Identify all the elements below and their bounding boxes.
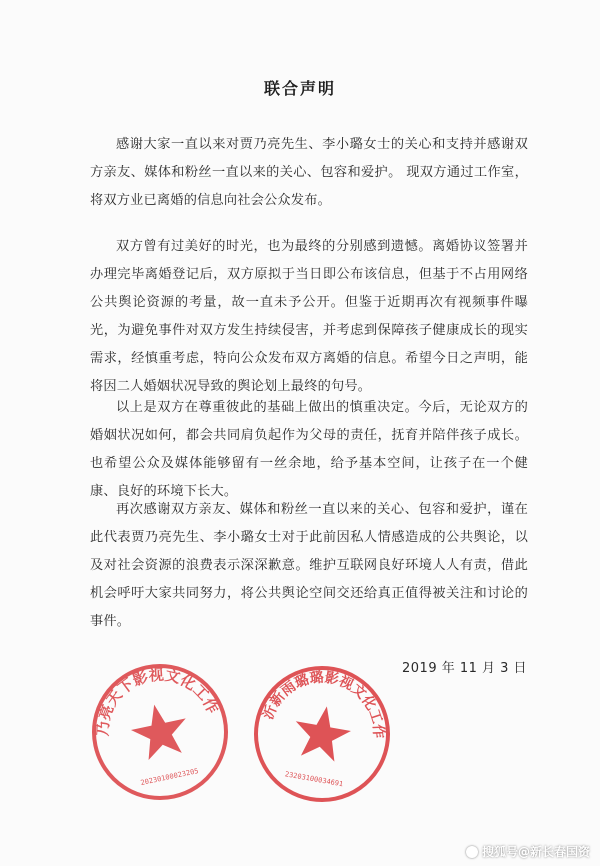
paragraph-4: 再次感谢双方亲友、媒体和粉丝一直以来的关心、包容和爱护，谨在此代表贾乃亮先生、李小璐女士对于此前因私人情感造成的公共舆论，以及对社会资源的浪费表示深深歉意。维护互联网良好环境人人有责，借此机会呼吁大家共同努力，将公共舆论空间交还给真正值得被关注和讨论的事件。 [90, 502, 528, 629]
left-seal-text: 贾乃亮天下影视文化工作室 [93, 665, 223, 737]
sohu-logo-icon [466, 846, 478, 858]
right-seal-number: 23203100034691 [284, 770, 344, 789]
star-icon [290, 702, 354, 764]
paragraph-1: 感谢大家一直以来对贾乃亮先生、李小璐女士的关心和支持并感谢双方亲友、媒体和粉丝一直以来的关心、包容和爱护。 现双方通过工作室，将双方业已离婚的信息向社会公众发布。 [90, 137, 528, 208]
sohu-watermark [466, 843, 590, 860]
left-seal-number: 20230100023205 [139, 766, 200, 788]
page-title: 联合声明 [263, 79, 336, 98]
statement-date: 2019 年 11 月 3 日 [402, 661, 528, 676]
watermark-text: 搜狐号@新长春国资 [481, 845, 590, 859]
paragraph-2: 双方曾有过美好的时光，也为最终的分别感到遗憾。离婚协议签署并办理完毕离婚登记后，双方原拟于当日即公布该信息，但基于不占用网络公共舆论资源的考量，故一直未予公开。但鉴于近期再次有视频事件曝光，为避免事件对双方发生持续侵害，并考虑到保障孩子健康成长的现实需求，经慎重考虑，特向公众发布双方离婚的信息。希望今日之声明，能将因二人婚姻状况导致的舆论划上最终的句号。 [90, 239, 528, 394]
right-seal-text: 新沂新雨璐璐影视文化工作室 [260, 669, 387, 739]
paragraph-3: 以上是双方在尊重彼此的基础上做出的慎重决定。今后，无论双方的婚姻状况如何，都会共同肩负起作为父母的责任，抚育并陪伴孩子成长。也希望公众及媒体能够留有一丝余地，给予基本空间，让孩子在一个健康、良好的环境下长大。 [90, 400, 528, 499]
right-studio-seal [250, 662, 394, 806]
star-icon [127, 699, 193, 762]
left-studio-seal [88, 660, 232, 804]
